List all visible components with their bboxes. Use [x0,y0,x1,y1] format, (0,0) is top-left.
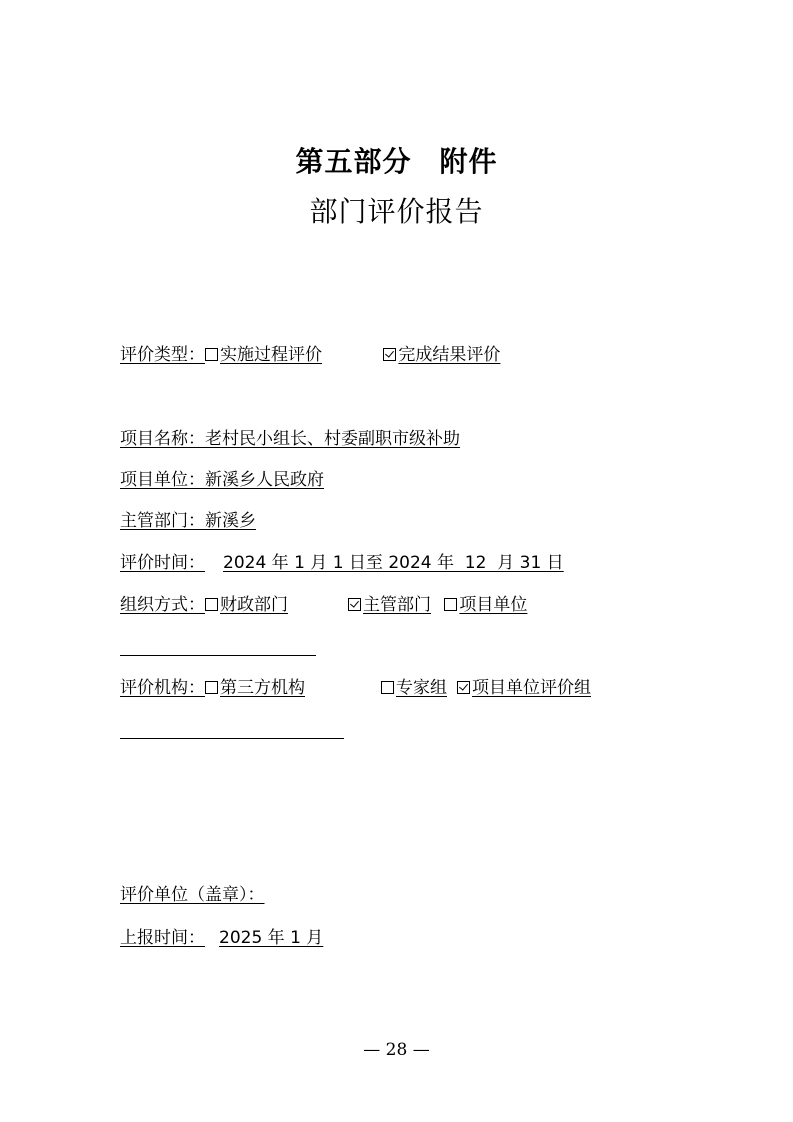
department-value: 新溪乡 [205,511,256,531]
checkbox-result-eval[interactable] [383,348,396,361]
page-subtitle: 部门评价报告 [309,195,484,228]
org-method-row [120,594,527,616]
eval-type-row [120,344,566,366]
project-unit-row [120,469,544,491]
org-method-option2: 主管部门 [363,595,431,615]
eval-agency-option2: 专家组 [396,678,447,698]
eval-agency-label: 评价机构： [120,678,205,698]
checkbox-third-party[interactable] [205,681,218,694]
org-method-option1: 财政部门 [220,595,288,615]
part-number: 第五部分 [295,145,412,178]
department-label: 主管部门： [120,511,205,531]
page-number: — 28 — [363,1040,430,1060]
project-name-label: 项目名称： [120,429,205,449]
checkbox-project-unit[interactable] [444,598,457,611]
report-time-row [120,927,323,949]
org-method-option3: 项目单位 [459,595,528,615]
eval-agency-fill-line [120,738,344,739]
eval-agency-option1: 第三方机构 [220,678,305,698]
part-name: 附件 [439,145,498,178]
org-method-label: 组织方式： [120,595,205,615]
eval-agency-row [120,677,611,699]
eval-unit-label: 评价单位（盖章）： [120,885,265,905]
eval-unit-row [120,884,269,906]
eval-type-label: 评价类型： [120,345,205,365]
page-title [0,140,793,180]
checkbox-unit-eval-group[interactable] [457,681,470,694]
project-unit-label: 项目单位： [120,470,205,490]
checkbox-finance-dept[interactable] [205,598,218,611]
project-name-row [120,428,460,450]
eval-time-label: 评价时间： [120,553,205,573]
report-time-label: 上报时间： [120,928,205,948]
eval-time-value: 2024 年 1 月 1 日至 2024 年 12 月 31 日 [223,553,564,573]
checkbox-expert-group[interactable] [381,681,394,694]
checkbox-process-eval[interactable] [205,348,218,361]
project-name-value: 老村民小组长、村委副职市级补助 [205,429,460,449]
eval-agency-option3: 项目单位评价组 [472,678,591,698]
eval-time-row [120,552,564,574]
project-unit-value: 新溪乡人民政府 [205,470,324,490]
eval-type-option1: 实施过程评价 [220,345,322,365]
checkbox-competent-dept[interactable] [348,598,361,611]
eval-type-option2: 完成结果评价 [398,345,501,365]
department-row [120,510,526,532]
report-time-value: 2025 年 1 月 [219,928,324,948]
org-method-fill-line [120,655,316,656]
